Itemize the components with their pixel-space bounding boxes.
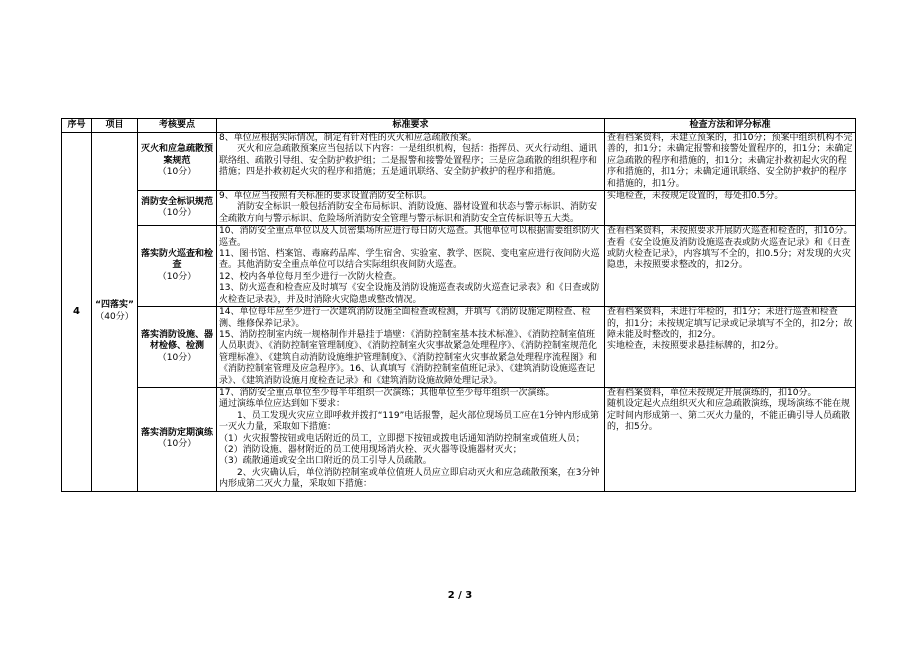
- standard-line: （3）疏散通道或安全出口附近的员工引导人员疏散。: [219, 456, 432, 467]
- method-cell: [605, 307, 856, 388]
- key-point-title: 落实消防定期演练: [140, 427, 213, 438]
- key-point-score: （10分）: [157, 352, 197, 363]
- table-row: [62, 133, 856, 191]
- method-line: 查看档案资料，未建立预案的，扣10分；预案中组织机构不完善的，扣1分；未确定报警和接警处置程序的，扣1分；未确定应急疏散的程序和措施的，扣1分；未确定扑救初起火灾的程序和措施的，扣1分；未确定通讯联络、安全防护救护的程序和措施的，扣1分。: [607, 133, 853, 189]
- method-cell: [605, 133, 856, 191]
- method-cell: [605, 226, 856, 307]
- table-header-row: [62, 119, 856, 133]
- standard-line: 8、单位应根据实际情况，制定有针对性的灭火和应急疏散预案。: [219, 133, 477, 143]
- method-cell: [605, 191, 856, 226]
- method-line: 查看《安全设施及消防设施巡查表或防火巡查记录》和《日查或防火检查记录》，内容填写不全的，扣0.5分；对发现的火灾隐患，未按照要求整改的，扣2分。: [607, 237, 851, 271]
- key-point: [138, 133, 217, 191]
- key-point-title: 消防安全标识规范: [140, 196, 213, 207]
- standard-line: 9、单位应当按照有关标准的要求设置消防安全标识。: [219, 191, 432, 202]
- standard-cell: [217, 191, 605, 226]
- header-item: 项目: [92, 119, 138, 133]
- table-row: [62, 307, 856, 388]
- standard-line: 1、员工发现火灾应立即呼救并拨打“119”电话报警，起火部位现场员工应在1分钟内形成第一灭火力量，采取如下措施：: [219, 410, 599, 433]
- key-point-score: （10分）: [157, 167, 197, 178]
- section-item-score: （40分）: [95, 311, 134, 322]
- assessment-table: [61, 118, 856, 492]
- method-line: 实地检查，未按规定设置的，每处扣0.5分。: [607, 191, 784, 202]
- key-point-title: 落实消防设施、器材检修、检测: [140, 329, 213, 352]
- method-line: 查看档案资料，未按照要求开展防火巡查和检查的，扣10分。: [607, 226, 853, 237]
- standard-line: 13、防火巡查和检查应及时填写《安全设施及消防设施巡查表或防火巡查记录表》和《日查或防火检查记录表》，并及时消除火灾隐患或整改情况。: [219, 283, 600, 305]
- method-cell: [605, 387, 856, 491]
- key-point-score: （10分）: [157, 208, 197, 219]
- standard-line: 消防安全标识一般包括消防安全布局标识、消防设施、器材设置和状态与警示标识、消防安全疏散方向与警示标识、危险场所消防安全管理与警示标识和消防安全宣传标识等五大类。: [219, 202, 598, 224]
- method-line: 查看档案资料，未进行年检的，扣1分；未进行巡查和检查的，扣1分；未按规定填写记录或记录填写不全的，扣2分；故障未能及时整改的，扣2分。: [607, 307, 853, 340]
- section-item: [92, 133, 138, 492]
- header-index: 序号: [62, 119, 92, 133]
- standard-line: 灭火和应急疏散预案应当包括以下内容：一是组织机构，包括：指挥员、灭火行动组、通讯联络组、疏散引导组、安全防护救护组；二是报警和接警处置程序；三是应急疏散的组织程序和措施；四是扑救初起火灾的程序和措施；五是通讯联络、安全防护救护的程序和措施。: [219, 144, 598, 178]
- key-point: [138, 387, 217, 491]
- standard-line: （1）火灾报警按钮或电话附近的员工，立即摁下按钮或拨电话通知消防控制室或值班人员；: [219, 433, 585, 444]
- method-line: 查看档案资料，单位未按规定开展演练的，扣10分。: [607, 387, 817, 398]
- key-point-score: （10分）: [157, 271, 197, 282]
- header-key-points: 考核要点: [138, 119, 217, 133]
- method-line: 随机设定起火点组织灭火和应急疏散演练，现场演练不能在规定时间内形成第一、第二灭火力量的，不能正确引导人员疏散的，扣5分。: [607, 399, 851, 433]
- standard-line: 14、单位每年应至少进行一次建筑消防设施全面检查或检测，并填写《消防设施定期检查、检测、维修保养记录》。: [219, 307, 591, 329]
- method-line: 实地检查，未按照要求悬挂标牌的，扣2分。: [607, 341, 784, 352]
- standard-line: 17、消防安全重点单位至少每半年组织一次演练；其他单位至少每年组织一次演练。: [219, 387, 555, 398]
- header-standard: 标准要求: [217, 119, 605, 133]
- standard-cell: [217, 387, 605, 491]
- key-point: [138, 307, 217, 388]
- table-row: [62, 191, 856, 226]
- standard-cell: [217, 133, 605, 191]
- key-point-title: 灭火和应急疏散预案规范: [140, 144, 213, 166]
- standard-line: 通过演练单位应达到如下要求：: [219, 399, 346, 410]
- standard-line: 2、火灾确认后，单位消防控制室或单位值班人员应立即启动灭火和应急疏散预案，在3分钟内形成第二灭火力量，采取如下措施：: [219, 467, 600, 490]
- section-item-label: “四落实”: [95, 300, 134, 311]
- standard-line: 12、校内各单位每月至少进行一次防火检查。: [219, 271, 402, 282]
- standard-line: 15、消防控制室内统一规格制作并悬挂于墙壁：《消防控制室基本技术标准》、《消防控制室值班人员职责》、《消防控制室管理制度》、《消防控制室火灾事故紧急处理程序》、《消防控制室规范化管理标准》、《建筑自动消防设施维护管理制度》、《消防控制室火灾事故紧急处理程序流程图》和《消防控制室管理及应急程序》。16、认真填写《消防控制室值班记录》、《建筑消防设施巡查记录》、《建筑消防设施月度检查记录》和《建筑消防设施故障处理记录》。: [219, 329, 598, 386]
- standard-cell: [217, 226, 605, 307]
- key-point: [138, 191, 217, 226]
- standard-line: （2）消防设施、器材附近的员工使用现场消火栓、灭火器等设施器材灭火；: [219, 444, 522, 455]
- table-row: [62, 387, 856, 491]
- section-number: 4: [62, 133, 92, 492]
- key-point-title: 落实防火巡查和检查: [140, 249, 213, 271]
- header-method: 检查方法和评分标准: [605, 119, 856, 133]
- standard-line: 11、图书馆、档案馆、毒麻药品库、学生宿舍、实验室、教学、医院、变电室应进行夜间防火巡查。其他消防安全重点单位可以结合实际组织夜间防火巡查。: [219, 249, 600, 271]
- key-point-score: （10分）: [157, 439, 197, 450]
- standard-line: 10、消防安全重点单位以及人员密集场所应进行每日防火巡查。其他单位可以根据需要组织防火巡查。: [219, 226, 600, 248]
- table-row: [62, 226, 856, 307]
- page-number: 2 / 3: [447, 590, 473, 601]
- standard-cell: [217, 307, 605, 388]
- key-point: [138, 226, 217, 307]
